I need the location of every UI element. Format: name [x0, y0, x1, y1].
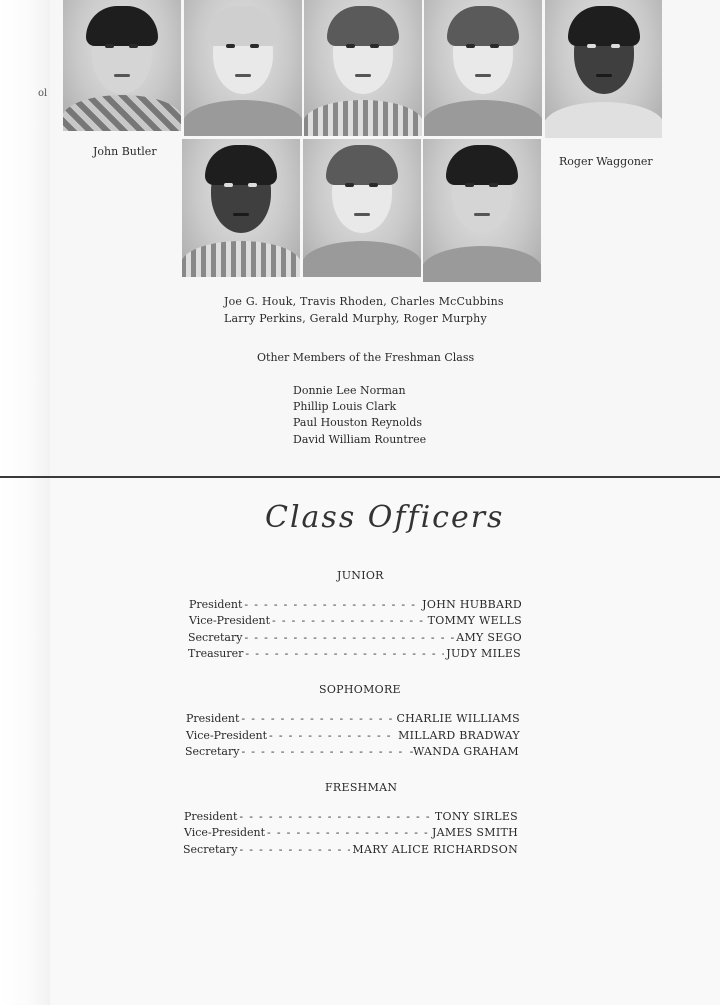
other-member-name: Donnie Lee Norman — [293, 384, 406, 397]
officer-row — [188, 631, 522, 644]
officer-name: CHARLIE WILLIAMS — [396, 712, 520, 725]
binding-margin — [0, 0, 50, 1005]
officer-role: President — [184, 810, 238, 823]
other-member-name: David William Rountree — [293, 433, 427, 446]
photo-caption-line-2: Larry Perkins, Gerald Murphy, Roger Murphy — [224, 312, 487, 325]
officer-row — [184, 826, 518, 839]
officer-name: MARY ALICE RICHARDSON — [352, 843, 518, 856]
portrait-photo — [182, 139, 300, 277]
officer-row — [189, 598, 522, 611]
leader-dashes — [241, 712, 394, 725]
leader-dashes — [269, 729, 396, 742]
class-label-junior: JUNIOR — [337, 569, 384, 582]
officer-role: Secretary — [183, 843, 238, 856]
leader-dashes — [239, 810, 433, 823]
officer-role: Secretary — [188, 631, 243, 644]
officer-name: TONY SIRLES — [434, 810, 518, 823]
leader-dashes — [239, 843, 350, 856]
portrait-photo — [304, 0, 422, 136]
page-title: Class Officers — [265, 500, 505, 535]
officer-row — [189, 614, 522, 627]
photo-caption-line-1: Joe G. Houk, Travis Rhoden, Charles McCubbins — [224, 295, 504, 308]
officer-row — [183, 843, 518, 856]
officer-row — [186, 729, 520, 742]
portrait-photo — [63, 0, 181, 131]
leader-dashes — [245, 647, 444, 660]
officer-name: -WANDA GRAHAM — [409, 745, 519, 758]
officer-name: TOMMY WELLS — [427, 614, 522, 627]
officer-name: MILLARD BRADWAY — [398, 729, 520, 742]
class-label-sophomore: SOPHOMORE — [319, 683, 401, 696]
officer-role: Vice-President — [184, 826, 266, 839]
edge-text: ol — [38, 88, 48, 99]
portrait-photo — [424, 0, 542, 136]
officer-role: Treasurer — [188, 647, 244, 660]
officer-role: Vice-President — [189, 614, 271, 627]
portrait-photo — [303, 139, 421, 277]
other-members-title: Other Members of the Freshman Class — [257, 351, 475, 364]
officer-role: President — [189, 598, 243, 611]
officer-role: Vice-President — [186, 729, 268, 742]
officer-name: AMY SEGO — [456, 631, 522, 644]
officer-name: JUDY MILES — [446, 647, 521, 660]
class-label-freshman: FRESHMAN — [325, 781, 398, 794]
leader-dashes — [272, 614, 426, 627]
portrait-name-roger-waggoner: Roger Waggoner — [559, 155, 653, 168]
portrait-photo — [545, 0, 662, 138]
officer-row — [186, 712, 520, 725]
officer-row — [184, 810, 518, 823]
portrait-name-john-butler: John Butler — [93, 145, 157, 158]
other-member-name: Phillip Louis Clark — [293, 400, 397, 413]
officer-role: President — [186, 712, 240, 725]
officer-name: JOHN HUBBARD — [422, 598, 522, 611]
officer-name: JAMES SMITH — [431, 826, 518, 839]
leader-dashes — [244, 631, 454, 644]
leader-dashes — [267, 826, 430, 839]
leader-dashes — [241, 745, 407, 758]
portrait-photo — [184, 0, 302, 136]
officer-role: Secretary — [185, 745, 240, 758]
officer-row — [188, 647, 521, 660]
portrait-photo — [423, 139, 541, 282]
officer-row — [185, 745, 519, 758]
leader-dashes — [244, 598, 420, 611]
other-member-name: Paul Houston Reynolds — [293, 416, 423, 429]
